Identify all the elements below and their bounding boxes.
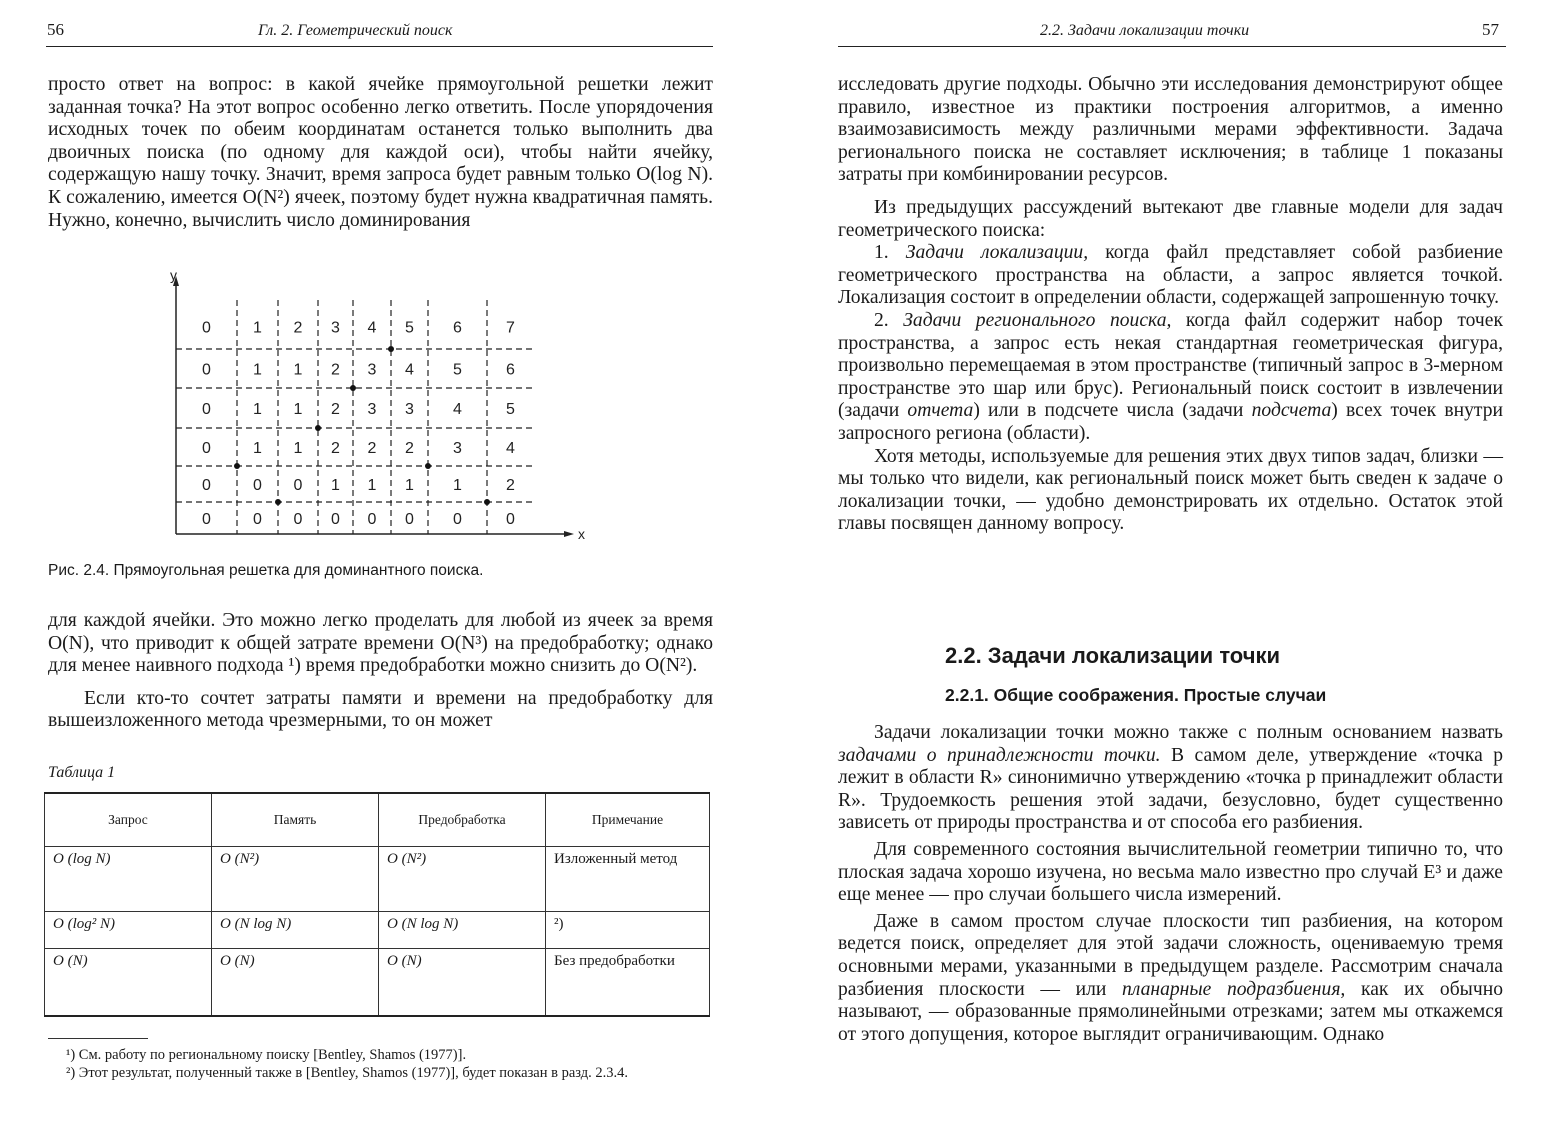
body-text: [838, 722, 1503, 1046]
data-point: [388, 346, 394, 352]
cell-value: 5: [405, 319, 414, 337]
cell-value: 4: [453, 401, 462, 418]
paragraph: просто ответ на вопрос: в какой ячейке прямоугольной решетки лежит заданная точка? На этот вопрос особенно легко ответить. После упорядочения исходных точек по обеим координатам останется только выполнить два двоичных поиска (по одному для каждой оси), чтобы найти ячейку, содержащую нашу точку. Значит, время запроса будет равным только O(log N). К сожалению, имеется O(N²) ячеек, поэтому будет нужна квадратичная память. Нужно, конечно, вычислить число доминирования: [48, 74, 713, 231]
cell-value: 7: [506, 319, 515, 337]
table-cell: Без предобработки: [546, 949, 710, 1017]
body-text: [48, 74, 713, 232]
header-rule: [46, 46, 713, 47]
running-head: Гл. 2. Геометрический поиск: [258, 22, 453, 39]
item-text: ) всех точек внутри запросного региона (области).: [838, 400, 1504, 444]
table-row: [45, 949, 710, 1017]
list-item: [838, 310, 1503, 446]
body-text: [48, 610, 713, 733]
cell-value: 2: [405, 440, 414, 457]
right-page: [778, 0, 1556, 1135]
cell-value: 1: [453, 477, 462, 494]
cell-value: 0: [202, 319, 211, 337]
cell-value: 2: [293, 319, 303, 337]
table-header-cell: Примечание: [546, 793, 710, 847]
table-cell: O (log² N): [45, 912, 212, 949]
paragraph-text: В самом деле, утверждение «точка p лежит в области R» синонимично утверждению «точка p принадлежит области R». Трудоемкость решения этой задачи, безусловно, будет существенно зависеть от природы пространства и от способа его разбиения.: [838, 744, 1504, 834]
emphasis: Задачи регионального поиска,: [903, 309, 1172, 331]
footnote: ¹) См. работу по региональному поиску [Bentley, Shamos (1977)].: [66, 1047, 467, 1063]
cell-value: 0: [293, 477, 303, 494]
cell-value: 2: [331, 361, 340, 379]
emphasis: отчета: [907, 400, 974, 422]
table-cell: O (N): [379, 949, 546, 1017]
emphasis: Задачи локализации,: [905, 242, 1089, 264]
cell-value: 0: [506, 511, 515, 528]
table-cell: ²): [546, 912, 710, 949]
cell-value: 1: [253, 361, 262, 379]
emphasis: подсчета: [1251, 400, 1332, 422]
cell-value: 2: [331, 401, 340, 418]
figure-grid: [160, 264, 600, 554]
cell-value: 1: [293, 440, 303, 457]
footnote: ²) Этот результат, полученный также в [Bentley, Shamos (1977)], будет показан в разд. 2.3.4.: [66, 1065, 628, 1081]
item-text: когда файл содержит набор точек пространства, а запрос есть некая стандартная геометрическая фигура, произвольно перемещаемая в этом пространстве (типичный запрос в 3-мерном пространстве это шар или брус). Региональный поиск состоит в извлечении (задачи: [838, 309, 1503, 422]
cell-value: 0: [405, 511, 414, 528]
table-cell: O (N): [212, 949, 379, 1017]
table-cell: O (N log N): [379, 912, 546, 949]
data-point: [350, 385, 356, 391]
data-point: [275, 499, 281, 505]
table-row: [45, 847, 710, 912]
y-axis-label: y: [170, 267, 177, 283]
paragraph-text: Даже в самом простом случае плоскости тип разбиения, на котором ведется поиск, определяет для этой задачи сложность, оцениваемую тремя основными мерами, указанными в предыдущем разделе. Рассмотрим сначала разбиения плоскости — или: [838, 910, 1503, 1000]
table-cell: Изложенный метод: [546, 847, 710, 912]
cell-value: 2: [367, 440, 377, 457]
paragraph: [838, 911, 1503, 1047]
paragraph: Для современного состояния вычислительной геометрии типично то, что плоская задача хорошо изучена, но весьма мало известно про случай E³ и даже еще менее — про случаи большего числа измерений.: [838, 838, 1503, 906]
cell-value: 3: [453, 440, 462, 457]
cell-value: 1: [253, 319, 262, 337]
cell-value: 0: [202, 511, 211, 528]
data-point: [484, 499, 490, 505]
data-point: [315, 425, 321, 431]
table-cell: O (N log N): [212, 912, 379, 949]
cell-value: 1: [253, 440, 262, 457]
footnotes: [48, 1046, 710, 1082]
list-item: [838, 242, 1503, 310]
cell-value: 1: [367, 477, 377, 494]
table-header-cell: Предобработка: [379, 793, 546, 847]
paragraph: исследовать другие подходы. Обычно эти исследования демонстрируют общее правило, известное из практики построения алгоритмов, а именно взаимозависимость между различными мерами эффективности. Задача регионального поиска не составляет исключения; в таблице 1 показаны затраты при комбинировании ресурсов.: [838, 74, 1503, 186]
cell-value: 0: [202, 361, 211, 379]
page-number: 57: [1482, 20, 1499, 39]
complexity-table: [44, 792, 710, 1017]
x-axis-label: x: [578, 526, 585, 542]
cell-value: 2: [506, 477, 515, 494]
cell-value: 4: [506, 440, 515, 457]
cell-value: 3: [405, 401, 414, 418]
subsection-heading: 2.2.1. Общие соображения. Простые случаи: [945, 685, 1327, 705]
paragraph: Хотя методы, используемые для решения этих двух типов задач, близки — мы только что видели, как региональный поиск может быть сведен к задаче о локализации точки, — удобно демонстрировать их отдельно. Остаток этой главы посвящен данному вопросу.: [838, 445, 1503, 535]
cell-value: 0: [202, 477, 211, 494]
paragraph-text: Задачи локализации точки можно также с полным основанием назвать: [874, 722, 1503, 743]
table-cell: O (N²): [212, 847, 379, 912]
cell-value: 0: [202, 401, 211, 418]
table-cell: O (N²): [379, 847, 546, 912]
emphasis: планарные подразбиения,: [1121, 978, 1346, 1000]
paragraph-text: как их обычно называют, — образованные прямолинейными отрезками; затем мы откажемся от этого допущения, которое выглядит ограничивающим. Однако: [838, 978, 1503, 1045]
paragraph: Если кто-то сочтет затраты памяти и времени на предобработку для вышеизложенного метода чрезмерными, то он может: [48, 687, 713, 732]
table-header-cell: Память: [212, 793, 379, 847]
cell-value: 1: [331, 477, 340, 494]
cell-value: 3: [367, 361, 377, 379]
table-cell: O (N): [45, 949, 212, 1017]
body-text: [838, 74, 1503, 536]
cell-value: 0: [367, 511, 377, 528]
cell-value: 5: [506, 401, 515, 418]
cell-value: 1: [253, 401, 262, 418]
paragraph: [838, 722, 1503, 835]
cell-value: 1: [293, 401, 303, 418]
table-header-cell: Запрос: [45, 793, 212, 847]
data-point: [425, 463, 431, 469]
figure-caption: Рис. 2.4. Прямоугольная решетка для доминантного поиска.: [48, 562, 484, 579]
cell-value: 3: [367, 401, 377, 418]
cell-value: 0: [453, 511, 462, 528]
cell-value: 4: [405, 361, 414, 379]
cell-value: 5: [453, 361, 462, 379]
running-head: 2.2. Задачи локализации точки: [1040, 22, 1250, 39]
cell-value: 0: [253, 511, 262, 528]
footnote-rule: [48, 1038, 148, 1039]
cell-value: 3: [331, 319, 340, 337]
page-number: 56: [47, 20, 64, 39]
table-header-row: [45, 793, 710, 847]
item-number: 2.: [874, 309, 889, 331]
table-caption: Таблица 1: [48, 764, 116, 781]
cell-value: 0: [331, 511, 340, 528]
section-heading: 2.2. Задачи локализации точки: [945, 643, 1281, 668]
cell-value: 2: [331, 440, 340, 457]
cell-value: 1: [293, 361, 303, 379]
header-rule: [838, 46, 1506, 47]
item-text: ) или в подсчете числа (задачи: [973, 400, 1244, 422]
item-text: когда файл представляет собой разбиение геометрического пространства на области, а запрос является точкой. Локализация состоит в определении области, содержащей запрошенную точку.: [838, 242, 1503, 309]
paragraph: для каждой ячейки. Это можно легко проделать для любой из ячеек за время O(N), что приводит к общей затрате времени O(N³) на предобработку; однако для менее наивного подхода ¹) время предобработки можно снизить до O(N²).: [48, 610, 713, 677]
cell-value: 0: [253, 477, 262, 494]
data-point: [234, 463, 240, 469]
cell-value: 6: [506, 361, 515, 379]
cell-value: 1: [405, 477, 414, 494]
emphasis: задачами о принадлежности точки.: [838, 744, 1161, 766]
cell-value: 0: [202, 440, 211, 457]
x-axis-arrow: [564, 531, 574, 537]
paragraph: Из предыдущих рассуждений вытекают две главные модели для задач геометрического поиска:: [838, 196, 1503, 241]
cell-value: 4: [367, 319, 377, 337]
item-number: 1.: [874, 242, 889, 264]
table-cell: O (log N): [45, 847, 212, 912]
table-row: [45, 912, 710, 949]
cell-value: 0: [293, 511, 303, 528]
cell-value: 6: [453, 319, 462, 337]
